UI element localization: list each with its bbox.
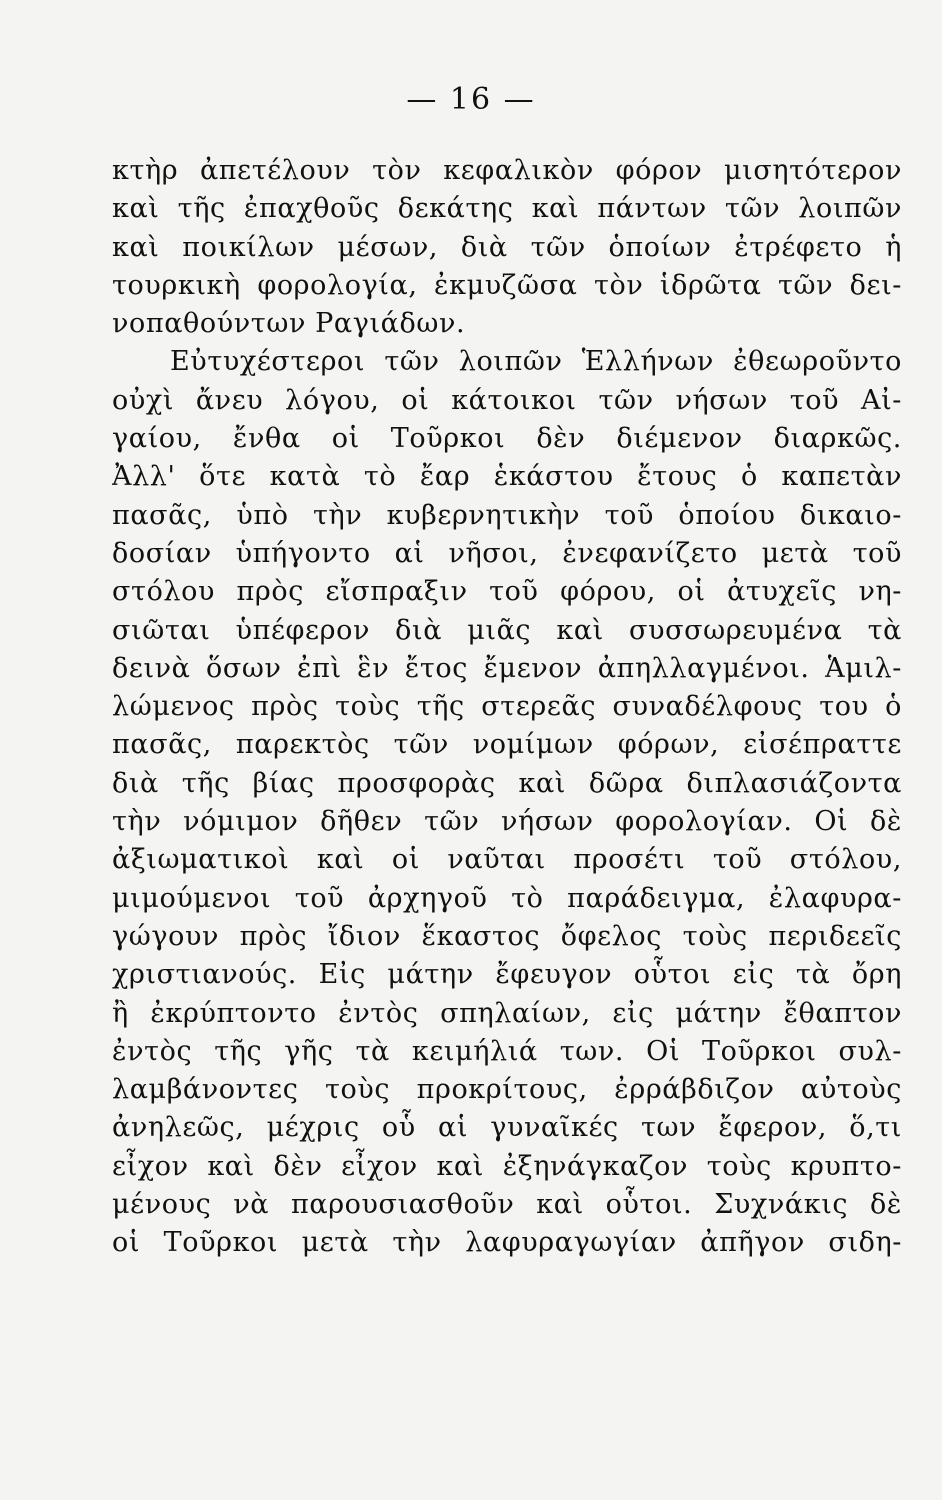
text-line: ἀνηλεῶς, μέχρις οὗ αἱ γυναῖκές των ἔφερον, ὅ,τι [112, 1112, 902, 1144]
text-line: μιμούμενοι τοῦ ἀρχηγοῦ τὸ παράδειγμα, ἐλαφυρα- [112, 882, 902, 914]
text-line: πασᾶς, παρεκτὸς τῶν νομίμων φόρων, εἰσέπραττε [112, 729, 902, 761]
text-line: εἶχον καὶ δὲν εἶχον καὶ ἐξηνάγκαζον τοὺς κρυπτο- [112, 1150, 902, 1182]
body-text [112, 152, 902, 1263]
text-line: τὴν νόμιμον δῆθεν τῶν νήσων φορολογίαν. Οἱ δὲ [112, 806, 902, 838]
text-line: ἀξιωματικοὶ καὶ οἱ ναῦται προσέτι τοῦ στόλου, [112, 844, 902, 876]
text-line: πασᾶς, ὑπὸ τὴν κυβερνητικὴν τοῦ ὁποίου δικαιο- [112, 499, 902, 531]
text-line: λαμβάνοντες τοὺς προκρίτους, ἐρράβδιζον αὐτοὺς [112, 1074, 902, 1106]
text-line: διὰ τῆς βίας προσφορὰς καὶ δῶρα διπλασιάζοντα [112, 767, 902, 799]
text-line: ἢ ἐκρύπτοντο ἐντὸς σπηλαίων, εἰς μάτην ἔθαπτον [112, 997, 902, 1029]
text-line: νοπαθούντων Ραγιάδων. [112, 308, 466, 340]
text-line: στόλου πρὸς εἴσπραξιν τοῦ φόρου, οἱ ἀτυχεῖς νη- [112, 576, 902, 608]
text-line: καὶ τῆς ἐπαχθοῦς δεκάτης καὶ πάντων τῶν λοιπῶν [112, 193, 902, 225]
text-line: τουρκικὴ φορολογία, ἐκμυζῶσα τὸν ἱδρῶτα τῶν δει- [112, 269, 902, 301]
text-line: σιῶται ὑπέφερον διὰ μιᾶς καὶ συσσωρευμένα τὰ [112, 614, 902, 646]
text-line: μένους νὰ παρουσιασθοῦν καὶ οὗτοι. Συχνάκις δὲ [112, 1189, 902, 1221]
text-line: δοσίαν ὑπήγοντο αἱ νῆσοι, ἐνεφανίζετο μετὰ τοῦ [112, 537, 902, 569]
text-line: δεινὰ ὅσων ἐπὶ ἓν ἔτος ἔμενον ἀπηλλαγμένοι. Ἁμιλ- [112, 652, 902, 684]
text-line: χριστιανούς. Εἰς μάτην ἔφευγον οὗτοι εἰς τὰ ὄρη [112, 959, 902, 991]
text-line: γαίου, ἔνθα οἱ Τοῦρκοι δὲν διέμενον διαρκῶς. [112, 423, 902, 455]
text-line: καὶ ποικίλων μέσων, διὰ τῶν ὁποίων ἐτρέφετο ἡ [112, 231, 902, 263]
text-line: οὐχὶ ἄνευ λόγου, οἱ κάτοικοι τῶν νήσων τοῦ Αἰ- [112, 384, 902, 416]
text-line: ἐντὸς τῆς γῆς τὰ κειμήλιά των. Οἱ Τοῦρκοι συλ- [112, 1035, 902, 1067]
text-line: κτὴρ ἀπετέλουν τὸν κεφαλικὸν φόρον μισητότερον [112, 155, 902, 186]
text-line: οἱ Τοῦρκοι μετὰ τὴν λαφυραγωγίαν ἀπῆγον σιδη- [112, 1227, 902, 1259]
text-line: γώγουν πρὸς ἴδιον ἕκαστος ὄφελος τοὺς περιδεεῖς [112, 920, 902, 952]
text-line: λώμενος πρὸς τοὺς τῆς στερεᾶς συναδέλφους του ὁ [112, 691, 902, 723]
paragraph-first-line: Εὐτυχέστεροι τῶν λοιπῶν Ἑλλήνων ἐθεωροῦντο [170, 346, 902, 378]
text-line: Ἀλλ' ὅτε κατὰ τὸ ἔαρ ἑκάστου ἔτους ὁ καπετὰν [112, 461, 902, 493]
page-number: — 16 — [406, 82, 536, 117]
